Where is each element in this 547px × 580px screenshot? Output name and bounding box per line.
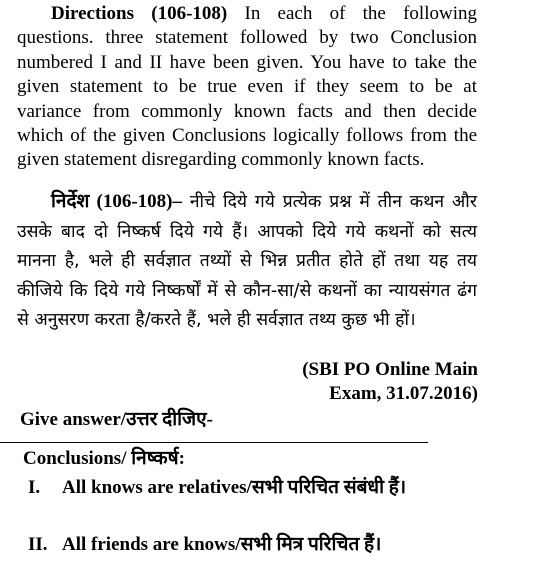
exam-source-line-2: Exam, 31.07.2016) bbox=[329, 383, 478, 404]
conclusion-item bbox=[28, 474, 468, 530]
directions-hindi bbox=[17, 187, 477, 336]
conclusion-number: II. bbox=[28, 534, 48, 555]
directions-english bbox=[17, 2, 477, 173]
directions-hindi-label: निर्देश (106-108)– bbox=[51, 191, 182, 212]
conclusion-item bbox=[28, 531, 468, 561]
divider bbox=[0, 442, 428, 443]
conclusion-number: I. bbox=[28, 477, 41, 498]
directions-text: In each of the following questions. three statement followed by two Conclusion numbered I and II have been given. You have to take the given statement to be true even if they seem to be at variance from commonly known facts and then decide which of the given Conclusions logically follows from the given statement disregarding commonly known facts. bbox=[17, 3, 477, 171]
directions-hindi-text: नीचे दिये गये प्रत्येक प्रश्न में तीन कथन और उसके बाद दो निष्कर्ष दिये गये हैं। आपको दिये गये कथनों को सत्य मानना है, भले ही सर्वज्ञात तथ्यों से भिन्न प्रतीत होते हों तथा यह तय कीजिये कि दिये गये निष्कर्षों में से कौन-सा/से कथनों का न्यायसंगत ढंग से अनुसरण करता है/करते हैं, भले ही सर्वज्ञात तथ्य कुछ भी हों। bbox=[17, 192, 477, 330]
conclusion-text: All knows are relatives/सभी परिचित संबंधी हैं। bbox=[62, 477, 407, 498]
conclusions-heading: Conclusions/ निष्कर्ष: bbox=[23, 448, 185, 469]
exam-source-line-1: (SBI PO Online Main bbox=[302, 359, 478, 380]
give-answer-label: Give answer/उत्तर दीजिए- bbox=[20, 409, 213, 430]
directions-label: Directions (106-108) bbox=[51, 3, 228, 24]
conclusion-text: All friends are knows/सभी मित्र परिचित हैं। bbox=[62, 534, 382, 555]
